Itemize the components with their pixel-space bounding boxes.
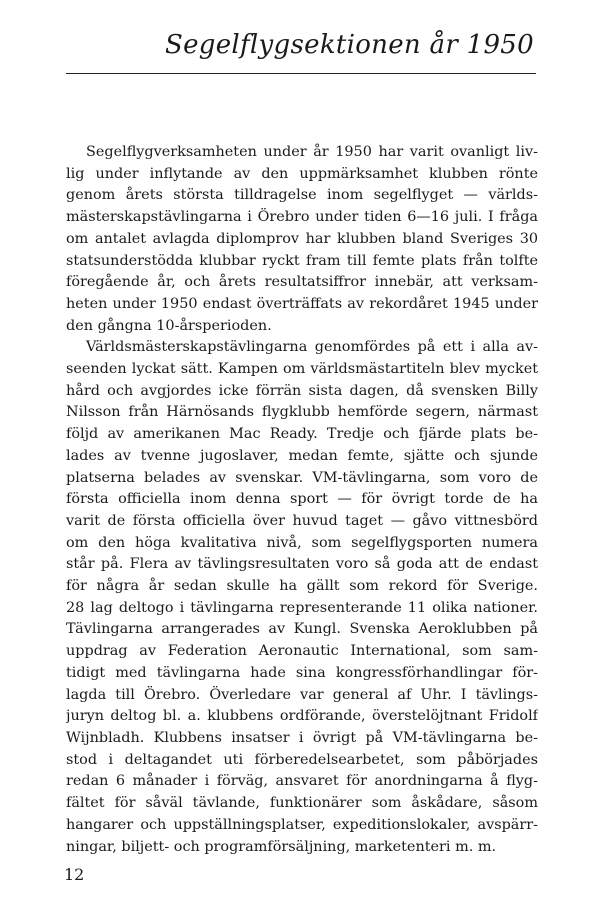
text-line: föregående år, och årets resultatsiffror innebär, att verksam- bbox=[66, 274, 538, 291]
text-line: första officiella inom denna sport — för övrigt torde de ha bbox=[66, 491, 538, 508]
paragraph-1 bbox=[66, 142, 538, 337]
text-line: lig under inflytande av den uppmärksamhet klubben rönte bbox=[66, 165, 538, 182]
text-line: stod i deltagandet uti förberedelsearbetet, som påbörjades bbox=[66, 751, 538, 768]
text-line: mästerskapstävlingarna i Örebro under tiden 6—16 juli. I fråga bbox=[66, 209, 538, 226]
text-line: ningar, biljett- och programförsäljning, marketenteri m. m. bbox=[66, 838, 497, 855]
text-line: om antalet avlagda diplomprov har klubben bland Sveriges 30 bbox=[66, 230, 538, 247]
text-line: tidigt med tävlingarna hade sina kongressförhandlingar för- bbox=[66, 664, 538, 681]
text-line: redan 6 månader i förväg, ansvaret för anordningarna å flyg- bbox=[66, 773, 538, 790]
text-line: seenden lyckat sätt. Kampen om världsmästartiteln blev mycket bbox=[66, 361, 538, 378]
text-line: för några år sedan skulle ha gällt som rekord för Sverige. bbox=[66, 578, 538, 595]
text-line: hård och avgjordes icke förrän sista dagen, då svensken Billy bbox=[66, 382, 538, 399]
text-line: Wijnbladh. Klubbens insatser i övrigt på VM-tävlingarna be- bbox=[66, 729, 538, 746]
text-line: heten under 1950 endast överträffats av rekordåret 1945 under bbox=[66, 295, 538, 312]
text-line: om den höga kvalitativa nivå, som segelflygsporten numera bbox=[66, 534, 538, 551]
text-line: Tävlingarna arrangerades av Kungl. Svenska Aeroklubben på bbox=[66, 621, 538, 638]
text-line: lades av tvenne jugoslaver, medan femte, sjätte och sjunde bbox=[66, 447, 538, 464]
text-line: hangarer och uppställningsplatser, expeditionslokaler, avspärr- bbox=[66, 816, 538, 833]
article-body bbox=[66, 142, 538, 858]
title-divider bbox=[66, 73, 536, 74]
text-line: lagda till Örebro. Överledare var general af Uhr. I tävlings- bbox=[66, 686, 538, 703]
text-line: platserna belades av svenskar. VM-tävlingarna, som voro de bbox=[66, 469, 538, 486]
text-line: juryn deltog bl. a. klubbens ordförande, överstelöjtnant Fridolf bbox=[66, 708, 538, 725]
text-line: genom årets största tilldragelse inom segelflyget — världs- bbox=[66, 187, 538, 204]
text-line: uppdrag av Federation Aeronautic International, som sam- bbox=[66, 643, 538, 660]
text-line: 28 lag deltogo i tävlingarna representerande 11 olika nationer. bbox=[66, 599, 538, 616]
text-line: Världsmästerskapstävlingarna genomfördes på ett i alla av- bbox=[86, 339, 538, 356]
text-line: statsunderstödda klubbar ryckt fram till femte plats från tolfte bbox=[66, 252, 538, 269]
text-line: varit de första officiella över huvud taget — gåvo vittnesbörd bbox=[66, 512, 538, 529]
text-line: Segelflygverksamheten under år 1950 har varit ovanligt liv- bbox=[86, 144, 538, 160]
paragraph-2 bbox=[66, 337, 538, 858]
page-title: Segelflygsektionen år 1950 bbox=[164, 30, 534, 60]
text-line: den gångna 10-årsperioden. bbox=[66, 317, 272, 334]
text-line: Nilsson från Härnösands flygklubb hemförde segern, närmast bbox=[66, 404, 538, 421]
text-line: fältet för såväl tävlande, funktionärer som åskådare, såsom bbox=[66, 795, 538, 812]
page-number: 12 bbox=[64, 865, 85, 884]
text-line: följd av amerikanen Mac Ready. Tredje och fjärde plats be- bbox=[66, 426, 538, 443]
text-line: står på. Flera av tävlingsresultaten voro så goda att de endast bbox=[66, 556, 538, 573]
